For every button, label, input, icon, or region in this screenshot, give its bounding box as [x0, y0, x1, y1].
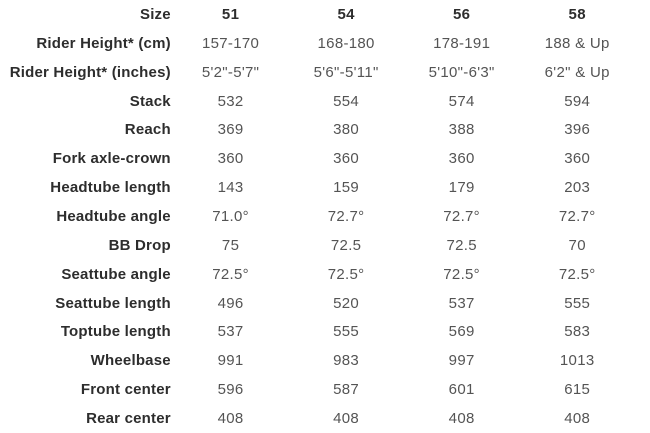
cell-value: 408 — [217, 410, 244, 428]
row-label: Headtube length — [50, 179, 171, 197]
cell-value: 360 — [217, 150, 244, 168]
header-size-value: 54 — [337, 5, 355, 23]
table-row — [0, 404, 635, 433]
row-label: Stack — [129, 92, 171, 110]
cell-value: 380 — [333, 121, 360, 139]
table-row — [0, 231, 635, 260]
cell-value: 6'2" & Up — [544, 63, 610, 81]
cell-value: 555 — [333, 323, 360, 341]
cell-value: 72.5° — [327, 265, 365, 283]
cell-value: 396 — [564, 121, 591, 139]
cell-value: 203 — [564, 179, 591, 197]
cell-value: 71.0° — [212, 207, 249, 225]
table-row — [0, 144, 635, 173]
cell-value: 188 & Up — [544, 34, 610, 52]
table-row — [0, 87, 635, 116]
cell-value: 583 — [564, 323, 591, 341]
cell-value: 554 — [333, 92, 360, 110]
row-label: Wheelbase — [90, 352, 171, 370]
table-row — [0, 29, 635, 58]
cell-value: 360 — [333, 150, 360, 168]
cell-value: 168-180 — [317, 34, 375, 52]
cell-value: 72.7° — [327, 207, 365, 225]
row-label: Seattube length — [55, 294, 171, 312]
cell-value: 143 — [217, 179, 244, 197]
cell-value: 594 — [564, 92, 591, 110]
row-label: Fork axle-crown — [52, 150, 171, 168]
table-row — [0, 58, 635, 87]
cell-value: 537 — [448, 294, 475, 312]
cell-value: 159 — [333, 179, 360, 197]
cell-value: 72.5° — [212, 265, 249, 283]
cell-value: 991 — [217, 352, 244, 370]
cell-value: 369 — [217, 121, 244, 139]
cell-value: 997 — [448, 352, 475, 370]
header-size-value: 56 — [452, 5, 471, 23]
table-row — [0, 115, 635, 144]
cell-value: 601 — [448, 381, 475, 399]
table-row — [0, 260, 635, 289]
row-label: Headtube angle — [56, 207, 171, 225]
cell-value: 72.7° — [558, 207, 596, 225]
cell-value: 72.5 — [330, 236, 362, 254]
cell-value: 72.5° — [558, 265, 596, 283]
cell-value: 178-191 — [433, 34, 491, 52]
row-label: Rear center — [86, 410, 171, 428]
cell-value: 360 — [564, 150, 591, 168]
cell-value: 408 — [564, 410, 591, 428]
header-size-value: 58 — [568, 5, 586, 23]
header-label: Size — [139, 5, 171, 23]
cell-value: 179 — [448, 179, 475, 197]
cell-value: 388 — [448, 121, 475, 139]
table-row — [0, 346, 635, 375]
cell-value: 408 — [448, 410, 475, 428]
cell-value: 72.5° — [443, 265, 480, 283]
cell-value: 574 — [448, 92, 475, 110]
cell-value: 569 — [448, 323, 475, 341]
cell-value: 75 — [221, 236, 240, 254]
cell-value: 5'6"-5'11" — [313, 63, 379, 81]
cell-value: 72.7° — [443, 207, 480, 225]
cell-value: 157-170 — [202, 34, 260, 52]
cell-value: 408 — [333, 410, 360, 428]
row-label: Reach — [124, 121, 171, 139]
cell-value: 5'2"-5'7" — [201, 63, 260, 81]
row-label: Front center — [80, 381, 171, 399]
cell-value: 587 — [333, 381, 360, 399]
table-header-row — [0, 0, 635, 29]
table-row — [0, 317, 635, 346]
cell-value: 360 — [448, 150, 475, 168]
row-label: Toptube length — [60, 323, 171, 341]
cell-value: 555 — [564, 294, 591, 312]
table-row — [0, 173, 635, 202]
row-label: BB Drop — [108, 236, 171, 254]
row-label: Rider Height* (inches) — [9, 63, 171, 81]
table-row — [0, 289, 635, 318]
table-row — [0, 375, 635, 404]
cell-value: 520 — [333, 294, 360, 312]
cell-value: 983 — [333, 352, 360, 370]
cell-value: 615 — [564, 381, 591, 399]
cell-value: 1013 — [559, 352, 595, 370]
cell-value: 532 — [217, 92, 244, 110]
cell-value: 5'10"-6'3" — [428, 63, 495, 81]
row-label: Seattube angle — [61, 265, 171, 283]
cell-value: 596 — [217, 381, 244, 399]
cell-value: 496 — [217, 294, 244, 312]
cell-value: 537 — [217, 323, 244, 341]
cell-value: 70 — [568, 236, 586, 254]
header-size-value: 51 — [221, 5, 240, 23]
row-label: Rider Height* (cm) — [36, 34, 171, 52]
table-row — [0, 202, 635, 231]
cell-value: 72.5 — [446, 236, 477, 254]
